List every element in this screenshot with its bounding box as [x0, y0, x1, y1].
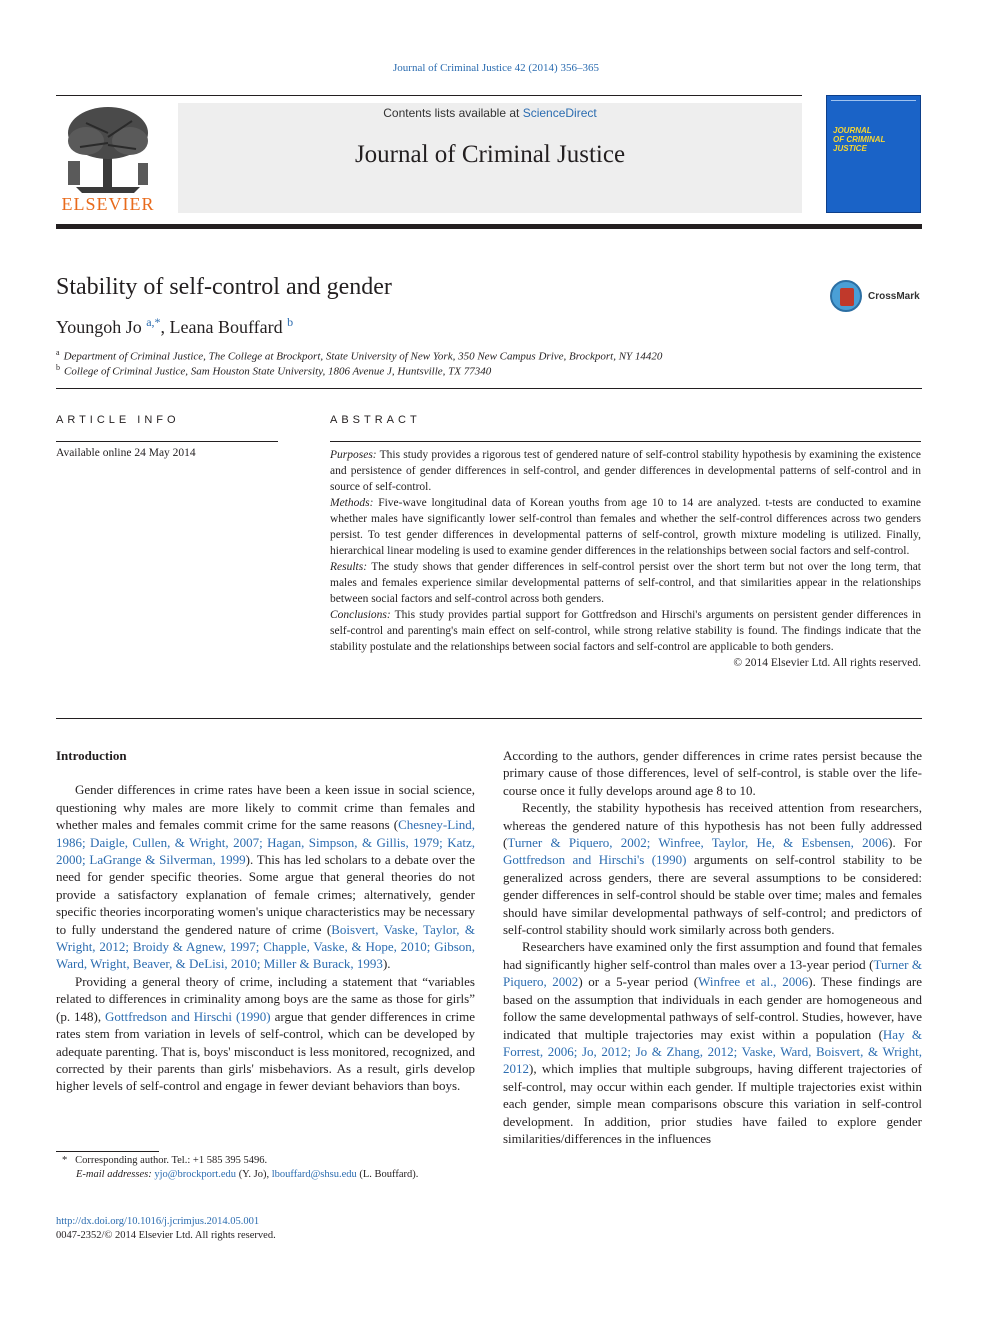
affiliation-text: College of Criminal Justice, Sam Houston State University, 1806 Avenue J, Huntsville, TX 77340 [64, 365, 492, 378]
journal-cover-thumbnail[interactable] [826, 95, 921, 213]
citation-link[interactable]: Boisvert, Vaske, Taylor, & Wright, 2012; Broidy & Agnew, 1997; Chapple, Vaske, & Hope, 2010; Gibson, Ward, Wright, Beaver, & DeLisi, 2010; Miller & Burack, 1993 [56, 921, 475, 972]
paragraph: Gender differences in crime rates have been a keen issue in social science, questioning why males are more likely to commit crime than females and whether males and females commit crime for the same reasons (Chesney-Lind, 1986; Daigle, Cullen, & Wright, 2007; Hagan, Simpson, & Gillis, 1979; Katz, 2000; LaGrange & Silverman, 1999). This has led scholars to a debate over the need for gender specific theories. Some argue that general theories do not provide a satisfactory explanation of female crimes; alternatively, gender specific theories incorporating women's unique characteristics may be necessary to fully understand the gendered nature of crime (Boisvert, Vaske, Taylor, & Wright, 2012; Broidy & Agnew, 1997; Chapple, Vaske, & Hope, 2010; Gibson, Ward, Wright, Beaver, & DeLisi, 2010; Miller & Burack, 1993). [56, 782, 475, 972]
doi-block [56, 1215, 276, 1243]
paragraph: Recently, the stability hypothesis has received attention from researchers, whereas the gendered nature of this hypothesis has not been fully addressed (Turner & Piquero, 2002; Winfree, Taylor, He, & Esbensen, 2006). For Gottfredson and Hirschi's (1990) arguments on self-control stability to be generalized across genders, there are several assumptions to be considered: gender differences in self-control should be stable over time; males and females should have similar developmental pathways of self-control; and predictors of self-control stability should work similarly across both genders. [503, 800, 923, 938]
paragraph: According to the authors, gender differences in crime rates persist because the primary cause of those differences, level of self-control, is stable over the life-course once it fully develops around age 8 to 10. [503, 748, 922, 798]
email-link[interactable]: yjo@brockport.edu [154, 1169, 237, 1180]
tree-icon [56, 103, 160, 195]
header-rule [56, 95, 802, 96]
sciencedirect-link[interactable]: ScienceDirect [522, 106, 597, 120]
contents-line [178, 106, 802, 120]
abstract-purposes: Purposes: This study provides a rigorous test of gendered nature of self-control stability hypothesis by examining the existence and persistence of gender differences in self-control, and gender differences in developmental patterns of self-control and in source of self-control. [330, 449, 922, 493]
article-title: Stability of self-control and gender [56, 274, 392, 300]
cover-title-line: JUSTICE [833, 144, 867, 153]
divider [56, 441, 278, 442]
cover-title [833, 126, 885, 153]
header-thick-rule [56, 224, 922, 229]
email-note: E-mail addresses: yjo@brockport.edu (Y. Jo), lbouffard@shsu.edu (L. Bouffard). [76, 1169, 419, 1180]
elsevier-wordmark: ELSEVIER [61, 194, 155, 214]
section-heading: Introduction [56, 748, 127, 763]
crossmark-label: CrossMark [868, 291, 920, 302]
abstract-methods: Methods: Five-wave longitudinal data of Korean youths from age 10 to 14 are analyzed. t-tests are conducted to examine whether males have significantly lower self-control than females and whether the self-control differences across two genders persist. To test gender differences in developmental patterns of self-control, growth mixture modeling is utilized. Finally, hierarchical linear modeling is used to examine gender differences in the relationships between social factors and self-control. [330, 497, 921, 557]
issn-line: 0047-2352/© 2014 Elsevier Ltd. All rights reserved. [56, 1230, 276, 1241]
body-right-column [503, 747, 922, 1147]
corresponding-author-note: * Corresponding author. Tel.: +1 585 395 5496. [62, 1155, 268, 1166]
available-online: Available online 24 May 2014 [56, 447, 196, 459]
body-left-column [56, 747, 475, 1095]
affiliation-text: Department of Criminal Justice, The College at Brockport, State University of New York, 350 New Campus Drive, Brockport, NY 14420 [63, 350, 663, 363]
citation-link[interactable]: Turner & Piquero, 2002 [503, 956, 923, 990]
affiliation-marker: b [56, 363, 60, 372]
abstract-copyright: © 2014 Elsevier Ltd. All rights reserved. [733, 657, 921, 669]
crossmark-icon [830, 280, 862, 312]
author-name: Youngoh Jo [56, 317, 142, 337]
citation-link[interactable]: Gottfredson and Hirschi's (1990) [503, 852, 687, 868]
affiliation-b [56, 363, 491, 378]
crossmark-badge[interactable] [830, 280, 930, 316]
affiliation-marker: a [56, 348, 60, 357]
abstract-conclusions: Conclusions: This study provides partial support for Gottfredson and Hirschi's arguments on persistent gender differences in self-control and parenting's main effect on self-control, while strong relative stability is found. The findings indicate that the stability postulate and the relationships between social factors and self-control are applicable to both genders. [330, 609, 921, 653]
article-info-heading: ARTICLE INFO [56, 414, 180, 426]
cover-header-line [831, 100, 916, 104]
citation-link[interactable]: Hay & Forrest, 2006; Jo, 2012; Jo & Zhang, 2012; Vaske, Ward, Boisvert, & Wright, 2012 [503, 1026, 922, 1077]
author-name: Leana Bouffard [169, 317, 283, 337]
journal-reference[interactable]: Journal of Criminal Justice 42 (2014) 356–365 [393, 62, 599, 74]
cover-title-line: OF CRIMINAL [833, 135, 886, 144]
cover-title-line: JOURNAL [833, 126, 872, 135]
footnote-rule [56, 1151, 159, 1152]
elsevier-logo[interactable] [56, 103, 160, 215]
doi-link[interactable]: http://dx.doi.org/10.1016/j.jcrimjus.2014.05.001 [56, 1216, 260, 1227]
citation-link[interactable]: Chesney-Lind, 1986; Daigle, Cullen, & Wright, 2007; Hagan, Simpson, & Gillis, 1979; Katz, 2000; LaGrange & Silverman, 1999 [56, 817, 475, 868]
affiliation-a [56, 348, 662, 363]
divider [330, 441, 921, 442]
paragraph: Researchers have examined only the first assumption and found that females had significantly higher self-control than males over a 13-year period (Turner & Piquero, 2002) or a 5-year period (Winfree et al., 2006). These findings are based on the assumption that individuals in each gender are homogeneous and follow the same developmental pathways of self-control. Studies, however, have indicated that multiple trajectories may exist within a population (Hay & Forrest, 2006; Jo, 2012; Jo & Zhang, 2012; Vaske, Ward, Boisvert, & Wright, 2012), which implies that multiple subgroups, having different trajectories of self-control, may occur within each gender. If multiple trajectories exist within each gender, simple mean comparisons obscure this variation in self-control development. In addition, prior studies have failed to explore gender similarities/differences in the influences [503, 939, 923, 1146]
citation-link[interactable]: Winfree et al., 2006 [698, 974, 809, 990]
journal-title[interactable]: Journal of Criminal Justice [354, 141, 626, 168]
author-affiliation-link[interactable]: a,* [146, 315, 161, 329]
author-list: Youngoh Jo $^{a,*}$, Leana Bouffard $^b$ [56, 315, 294, 337]
paragraph: Providing a general theory of crime, including a statement that “variables related to differences in criminality among boys are the same as those for girls” (p. 148), Gottfredson and Hirschi (1990) argue that gender differences in crime rates stem from variation in levels of self-control, which can be developed by adequate parenting. That is, boys' misconduct is less monitored, recognized, and corrected by their parents than girls' misbehaviors. As a result, girls develop higher levels of self-control and engage in fewer deviant behaviors than boys. [56, 973, 475, 1094]
abstract-results: Results: The study shows that gender differences in self-control persist over the short term but not over the long term, that males and females experience similar developmental patterns of self-control, and that similarities appear in the relationships between social factors and self-control across both genders. [330, 561, 921, 605]
divider [56, 388, 922, 389]
citation-link[interactable]: Gottfredson and Hirschi (1990) [105, 1008, 271, 1024]
journal-banner [178, 103, 802, 213]
abstract-body [330, 447, 921, 671]
contents-prefix: Contents lists available at [383, 106, 520, 120]
author-affiliation-link[interactable]: b [287, 315, 294, 329]
abstract-heading: ABSTRACT [330, 414, 421, 426]
email-link[interactable]: lbouffard@shsu.edu [271, 1169, 357, 1180]
divider [56, 718, 922, 719]
footnotes [56, 1154, 475, 1182]
citation-link[interactable]: Turner & Piquero, 2002; Winfree, Taylor, He, & Esbensen, 2006 [507, 835, 889, 851]
